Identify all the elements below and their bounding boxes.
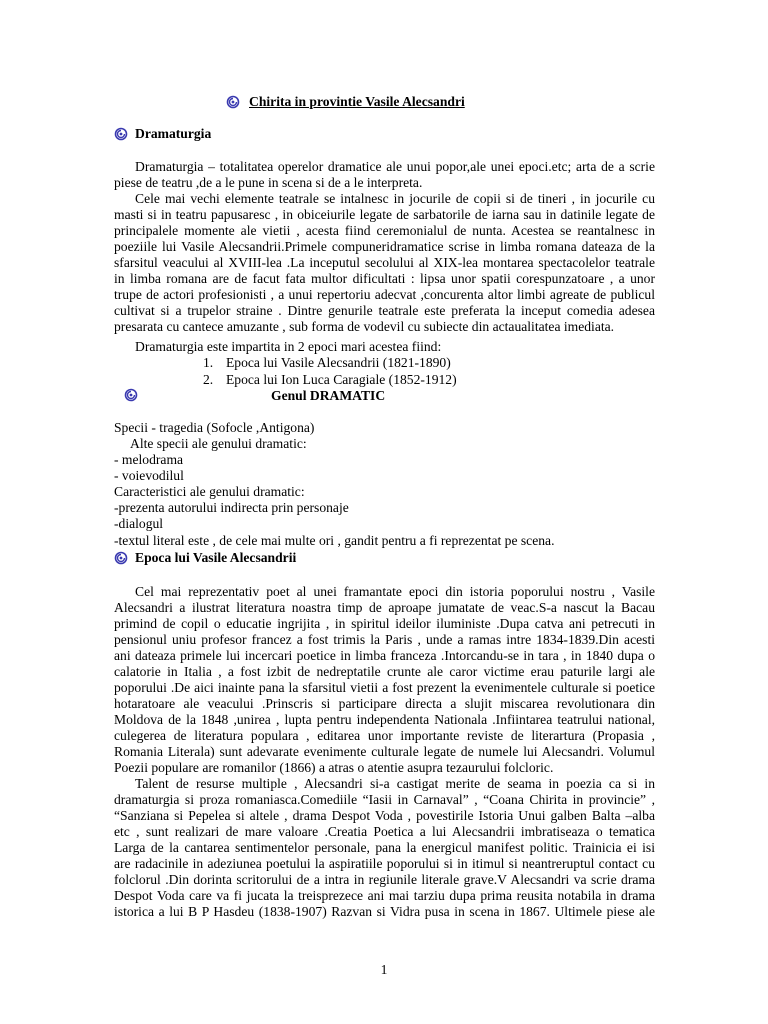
paragraph-line: Larga de la cantarea sentimentelor personale, pana la energicul manifest politic. Trainicia ei isi — [114, 840, 655, 855]
paragraph-line: ani dateaza primele lui incercari poetice in limba franceza .Intorcandu-se in tara , in 1840 dupa o — [114, 648, 655, 663]
list-item: Epoca lui Ion Luca Caragiale (1852-1912) — [226, 372, 457, 387]
paragraph-line: trupe de actori profesionisti , a unui repertoriu adecvat ,concurenta altor limbi agreate de publicul — [114, 287, 655, 302]
swirl-bullet-icon — [114, 551, 128, 565]
paragraph-line: Alecsandri a ilustrat literatura noastra timp de aproape jumatate de veac.S-a nascut la Bacau — [114, 600, 655, 615]
swirl-bullet-icon — [226, 95, 240, 109]
paragraph-line: - melodrama — [114, 452, 184, 467]
paragraph-line: hotaratoare ale veacului .Prinscris si participare directa a slujit miscarea revolutionara din — [114, 696, 655, 711]
paragraph-line: Talent de resurse multiple , Alecsandri si-a castigat merite de seama in poezia ca si in — [135, 776, 655, 791]
paragraph-line: Romania Literala) sunt adevarate evenimente culturale legate de numele lui Alecsandri. Volumul — [114, 744, 655, 759]
paragraph-line: poporului .De aici inainte pana la sfarsitul vietii a fost prezent la evenimentele culturale si poetice — [114, 680, 655, 695]
paragraph-line: Dramaturgia este impartita in 2 epoci mari acestea fiind: — [135, 339, 442, 354]
paragraph-line: Caracteristici ale genului dramatic: — [114, 484, 305, 499]
paragraph-line: Despot Voda care va fi jucata la treisprezece ani mai tarziu dupa prima reusita notabila in drama — [114, 888, 655, 903]
paragraph-line: cultivat si a trupelor straine . Dintre genurile teatrale este preferata la inceput comedia adesea — [114, 303, 655, 318]
list-item-number: 1. — [203, 355, 214, 370]
paragraph-line: folclorul .Din dorinta scritorului de a intra in regiunile literale grave.V Alecsandri va scrie drama — [114, 872, 655, 887]
paragraph-line: Cele mai vechi elemente teatrale se intalnesc in jocurile de copii si de tineri , in jocurile cu — [135, 191, 655, 206]
swirl-bullet-icon — [124, 388, 138, 402]
section-heading-epoca: Epoca lui Vasile Alecsandrii — [135, 550, 297, 565]
paragraph-line: Dramaturgia – totalitatea operelor dramatice ale unui popor,ale unei epoci.etc; arta de a scrie — [135, 159, 655, 174]
list-item: Epoca lui Vasile Alecsandrii (1821-1890) — [226, 355, 451, 370]
section-heading-dramaturgia: Dramaturgia — [135, 126, 212, 141]
paragraph-line: - voievodilul — [114, 468, 184, 483]
paragraph-line: Specii - tragedia (Sofocle ,Antigona) — [114, 420, 315, 435]
swirl-bullet-icon — [114, 127, 128, 141]
paragraph-line: poeziile lui Vasile Alecsandrii.Primele compuneridramatice scrise in limba romana dateaza de la — [114, 239, 655, 254]
paragraph-line: are radacinile in adeziunea poetului la aspiratiile poporului si in itimul si neantreruptul contact cu — [114, 856, 655, 871]
paragraph-line: piese de teatru ,de a le pune in scena si de a le interpreta. — [114, 175, 423, 190]
paragraph-line: in limba romana are de facut fata multor dificultati : lipsa unor spatii corespunzatoare , a unor — [114, 271, 655, 286]
page-number: 1 — [380, 962, 388, 977]
list-item-number: 2. — [203, 372, 214, 387]
paragraph-line: Alte specii ale genului dramatic: — [130, 436, 307, 451]
paragraph-line: Poezii populare are romanilor (1866) a atras o atentie asupra tezaurului folcloric. — [114, 760, 554, 775]
paragraph-line: -textul literal este , de cele mai multe ori , gandit pentru a fi reprezentat pe scena. — [114, 533, 555, 548]
paragraph-line: -dialogul — [114, 516, 164, 531]
paragraph-line: Cel mai reprezentativ poet al unei framantate epoci din istoria poporului nostru , Vasile — [135, 584, 655, 599]
paragraph-line: pensionul uniu profesor francez a fost trimis la Paris , unde a ramas intre 1834-1839.Din acesti — [114, 632, 655, 647]
paragraph-line: etc , sunt realizari de mare valoare .Creatia Poetica a lui Alecsandrii imbratiseaza o tematica — [114, 824, 655, 839]
paragraph-line: calatorie in Italia , a fost izbit de nedreptatile crunte ale caror victime erau paturile largi ale — [114, 664, 655, 679]
paragraph-line: masti si in teatru papusaresc , in obiceiurile legate de sarbatorile de iarna sau in datinile legate de — [114, 207, 655, 222]
paragraph-line: presarata cu cantece amuzante , sub forma de vodevil cu subiecte din actaualitatea imediata. — [114, 319, 615, 334]
document-title: Chirita in provintie Vasile Alecsandri — [249, 94, 465, 109]
paragraph-line: primind de copil o educatie ingrijita , in spiritul ideilor iluministe .Dupa catva ani petrecuti in — [114, 616, 655, 631]
paragraph-line: culegerea de literatura populara , editarea unor importante reviste de literartura (Propasia , — [114, 728, 655, 743]
paragraph-line: principalele momente ale vietii , acesta fiind ceremonialul de nunta. Acestea se reantalnesc in — [114, 223, 655, 238]
paragraph-line: dramaturgia si proza romaniasca.Comediile “Iasii in Carnaval” , “Coana Chirita in provincie” , — [114, 792, 655, 807]
section-heading-genul-dramatic: Genul DRAMATIC — [271, 388, 386, 403]
paragraph-line: sfarsitul veacului al XVIII-lea .La inceputul secolului al XIX-lea montarea spectacolelor teatrale — [114, 255, 655, 270]
paragraph-line: istorica a lui B P Hasdeu (1838-1907) Razvan si Vidra pusa in scena in 1867. Ultimele piese ale — [114, 904, 655, 919]
paragraph-line: “Sanziana si Pepelea si altele , drama Despot Voda , povestirile Istoria Unui galben Balta –alba — [114, 808, 655, 823]
paragraph-line: -prezenta autorului indirecta prin personaje — [114, 500, 349, 515]
paragraph-line: Moldova de la 1848 ,unirea , lupta pentru independenta Nationala .Infiintarea teatrului national, — [114, 712, 655, 727]
